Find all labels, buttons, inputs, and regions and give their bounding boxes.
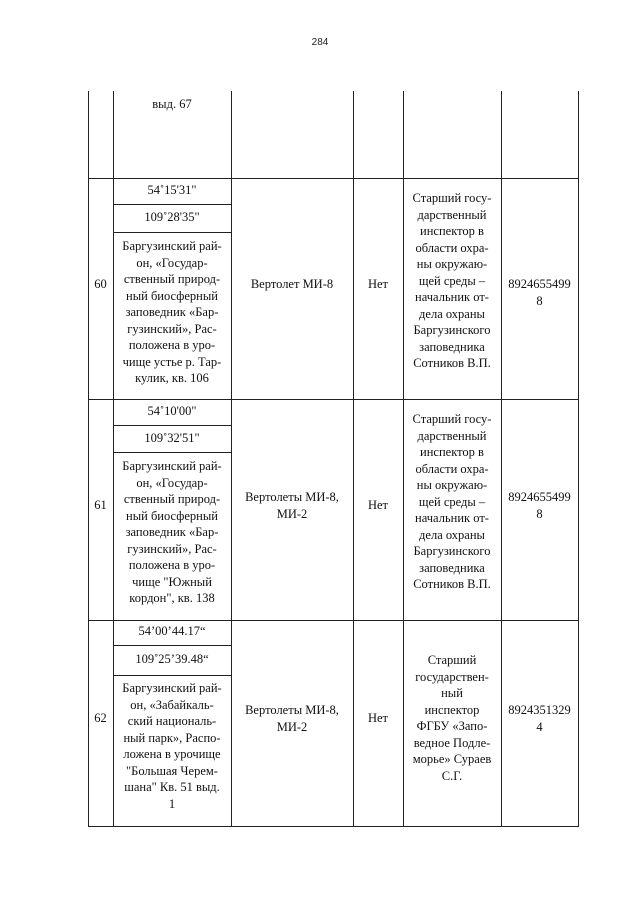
grid-line: [113, 425, 231, 426]
phone-number: [501, 489, 578, 522]
text-line: государствен-: [415, 669, 489, 684]
text-line: дарственный: [417, 207, 487, 222]
text-line: ведное Подле-: [413, 735, 491, 750]
aircraft-type: [231, 702, 353, 735]
text-line: начальник от-: [415, 511, 489, 525]
text-line: Старший госу-: [412, 191, 492, 205]
grid-line: [113, 452, 231, 453]
grid-line: [88, 178, 579, 179]
text-line: начальник от-: [415, 290, 489, 304]
text-line: кулик, кв. 106: [135, 371, 209, 385]
text-line: 4: [536, 719, 543, 734]
text-line: Баргузинского: [413, 544, 491, 558]
text-line: Баргузинского: [413, 323, 491, 337]
text-line: Старший госу-: [412, 412, 492, 426]
grid-line: [113, 204, 231, 205]
text-line: заповедника: [419, 560, 485, 575]
text-line: ложена в урочище: [123, 747, 221, 761]
location-description: [113, 238, 231, 387]
text-line: области охра-: [415, 461, 489, 476]
text-line: щей среды –: [418, 494, 486, 509]
text-line: области охра-: [415, 240, 489, 255]
text-line: инспектор: [424, 702, 480, 717]
text-line: Баргузинский рай-: [122, 681, 222, 695]
aircraft-type: [231, 489, 353, 522]
row-number: 61: [94, 498, 107, 512]
text-line: С.Г.: [441, 768, 463, 783]
page-number: 284: [311, 37, 329, 48]
text-line: ский националь-: [127, 714, 217, 728]
text-line: ны окружаю-: [416, 257, 488, 271]
longitude: 109˚25’39.48“: [135, 652, 209, 666]
grid-line: [88, 399, 579, 400]
text-line: заповедник «Бар-: [125, 525, 219, 539]
phone-number: [501, 276, 578, 309]
text-line: ственный природ-: [123, 272, 221, 286]
text-line: Старший: [427, 653, 477, 667]
text-line: 8: [536, 293, 543, 308]
text-line: 8924351329: [508, 703, 571, 717]
row-number: 62: [94, 711, 107, 725]
text-line: Вертолет МИ-8: [250, 277, 334, 291]
text-line: щей среды –: [418, 273, 486, 288]
responsible-person: [403, 190, 501, 372]
text-line: дарственный: [417, 428, 487, 443]
grid-line: [88, 826, 579, 827]
availability: Нет: [367, 711, 389, 725]
text-line: 8924655499: [508, 490, 571, 504]
text-line: ный: [441, 686, 463, 700]
availability: Нет: [367, 498, 389, 512]
longitude: 109˚28'35": [144, 210, 200, 224]
text-line: ственный природ-: [123, 492, 221, 506]
availability: Нет: [367, 277, 389, 291]
text-line: Сотников В.П.: [413, 577, 491, 591]
text-line: Вертолеты МИ-8,: [245, 703, 339, 717]
text-line: Вертолеты МИ-8,: [245, 490, 339, 504]
text-line: заповедника: [419, 339, 485, 354]
text-line: чище устье р. Тар-: [122, 354, 222, 369]
text-line: ны окружаю-: [416, 478, 488, 492]
location-description: [113, 680, 231, 812]
aircraft-type: [231, 276, 353, 293]
text-line: инспектор в: [420, 224, 484, 238]
text-line: "Большая Черем-: [126, 763, 218, 778]
text-line: кордон", кв. 138: [129, 591, 215, 605]
text-line: дела охраны: [419, 527, 485, 542]
location-tail: выд. 67: [152, 97, 192, 111]
text-line: гузинский», Рас-: [127, 541, 217, 556]
text-line: заповедник «Бар-: [125, 305, 219, 319]
text-line: ный парк», Распо-: [123, 730, 221, 745]
phone-number: [501, 702, 578, 735]
text-line: положена в уро-: [128, 558, 216, 572]
text-line: шана" Кв. 51 выд.: [124, 780, 220, 794]
text-line: он, «Государ-: [136, 475, 208, 490]
text-line: он, «Государ-: [136, 255, 208, 270]
text-line: Сотников В.П.: [413, 356, 491, 370]
latitude: 54’00’44.17“: [138, 624, 206, 638]
text-line: гузинский», Рас-: [127, 321, 217, 336]
text-line: МИ-2: [276, 506, 308, 521]
text-line: ФГБУ «Запо-: [416, 719, 488, 733]
grid-line: [113, 232, 231, 233]
grid-line: [88, 620, 579, 621]
grid-line: [113, 645, 231, 646]
latitude: 54˚15'31": [147, 183, 197, 197]
text-line: 8924655499: [508, 277, 571, 291]
text-line: ный биосферный: [126, 288, 218, 303]
text-line: Баргузинский рай-: [122, 459, 222, 473]
text-line: Баргузинский рай-: [122, 239, 222, 253]
text-line: дела охраны: [419, 306, 485, 321]
text-line: 1: [168, 796, 176, 811]
text-line: положена в уро-: [128, 338, 216, 352]
latitude: 54˚10'00": [147, 404, 197, 418]
text-line: он, «Забайкаль-: [130, 697, 214, 712]
text-line: морье» Сураев: [412, 752, 492, 766]
responsible-person: [403, 652, 501, 784]
text-line: чище "Южный: [132, 574, 212, 589]
grid-line: [113, 675, 231, 676]
grid-line: [578, 91, 579, 827]
responsible-person: [403, 411, 501, 593]
text-line: ный биосферный: [126, 508, 218, 523]
row-number: 60: [94, 277, 107, 291]
text-line: МИ-2: [276, 719, 308, 734]
text-line: 8: [536, 506, 543, 521]
longitude: 109˚32'51": [144, 431, 200, 445]
text-line: инспектор в: [420, 445, 484, 459]
location-description: [113, 458, 231, 607]
